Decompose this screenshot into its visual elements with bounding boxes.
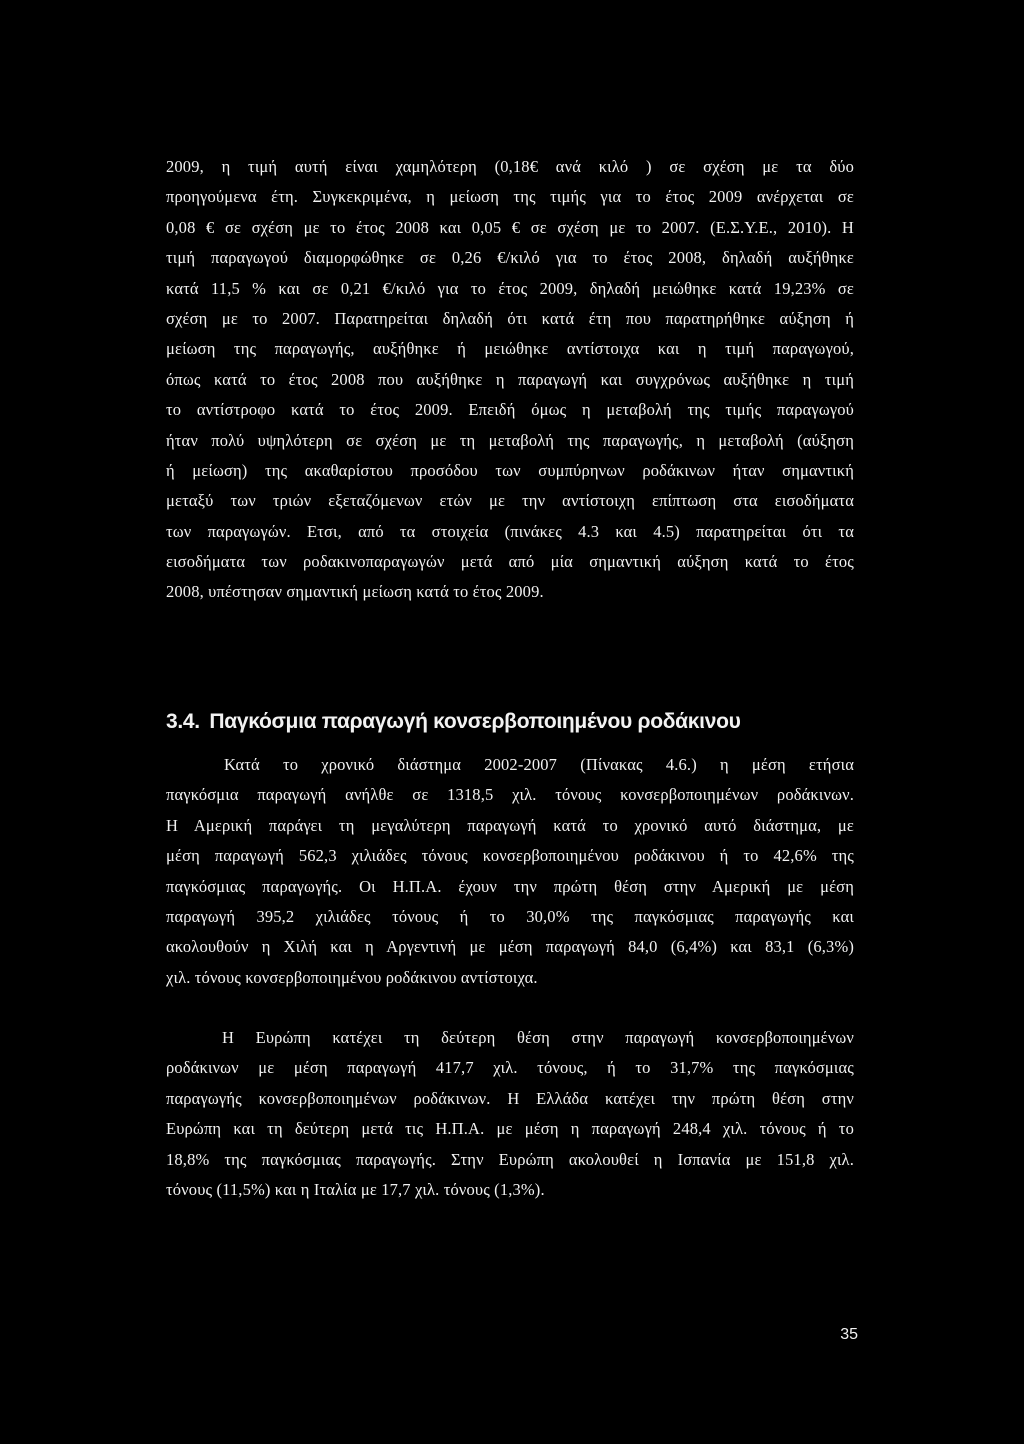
- text-line: μεταξύ των τριών εξεταζόμενων ετών με την αντίστοιχη επίπτωση στα εισοδήματα: [166, 491, 854, 511]
- paragraph-price-analysis: [166, 152, 854, 608]
- text-line: 18,8% της παγκόσμιας παραγωγής. Στην Ευρώπη ακολουθεί η Ισπανία με 151,8 χιλ.: [166, 1149, 854, 1169]
- text-line: παραγωγής κονσερβοποιημένων ροδάκινων. Η Ελλάδα κατέχει την πρώτη θέση στην: [166, 1088, 854, 1108]
- text-line: Η Αμερική παράγει τη μεγαλύτερη παραγωγή κατά το χρονικό αυτό διάστημα, με: [166, 815, 854, 835]
- text-line: χιλ. τόνους κονσερβοποιημένου ροδάκινου αντίστοιχα.: [166, 967, 538, 987]
- page-number: 35: [840, 1326, 858, 1343]
- text-line: μείωση της παραγωγής, αυξήθηκε ή μειώθηκε αντίστοιχα και η τιμή παραγωγού,: [166, 339, 854, 359]
- text-line: κατά 11,5 % και σε 0,21 €/κιλό για το έτος 2009, δηλαδή μειώθηκε κατά 19,23% σε: [166, 278, 854, 298]
- section-number: 3.4.: [166, 710, 200, 733]
- paragraph-world-production: [166, 750, 854, 993]
- text-line: Ευρώπη και τη δεύτερη μετά τις Η.Π.Α. με μέση η παραγωγή 248,4 χιλ. τόνους ή το: [166, 1119, 854, 1139]
- section-title: Παγκόσμια παραγωγή κονσερβοποιημένου ροδάκινου: [209, 710, 741, 733]
- text-line: τόνους (11,5%) και η Ιταλία με 17,7 χιλ. τόνους (1,3%).: [166, 1179, 545, 1199]
- text-line: προηγούμενα έτη. Συγκεκριμένα, η μείωση της τιμής για το έτος 2009 ανέρχεται σε: [166, 187, 854, 207]
- text-line: όπως κατά το έτος 2008 που αυξήθηκε η παραγωγή και συγχρόνως αυξήθηκε η τιμή: [166, 369, 854, 389]
- text-line: παγκόσμια παραγωγή ανήλθε σε 1318,5 χιλ. τόνους κονσερβοποιημένων ροδάκινων.: [166, 785, 854, 805]
- text-line: ήταν πολύ υψηλότερη σε σχέση με τη μεταβολή της παραγωγής, η μεταβολή (αύξηση: [166, 430, 854, 450]
- text-line: μέση παραγωγή 562,3 χιλιάδες τόνους κονσερβοποιημένου ροδάκινου ή το 42,6% της: [166, 846, 854, 866]
- paragraph-europe-production: [166, 1023, 854, 1205]
- text-line: σχέση με το 2007. Παρατηρείται δηλαδή ότι κατά έτη που παρατηρήθηκε αύξηση ή: [166, 308, 854, 328]
- text-line: ροδάκινων με μέση παραγωγή 417,7 χιλ. τόνους, ή το 31,7% της παγκόσμιας: [166, 1058, 854, 1078]
- text-line: το αντίστροφο κατά το έτος 2009. Επειδή όμως η μεταβολή της τιμής παραγωγού: [166, 400, 854, 420]
- text-line: εισοδήματα των ροδακινοπαραγωγών μετά από μία σημαντική αύξηση κατά το έτος: [166, 552, 854, 572]
- text-line: Κατά το χρονικό διάστημα 2002-2007 (Πίνακας 4.6.) η μέση ετήσια: [224, 755, 854, 774]
- text-line: ακολουθούν η Χιλή και η Αργεντινή με μέση παραγωγή 84,0 (6,4%) και 83,1 (6,3%): [166, 937, 854, 957]
- text-line: 0,08 € σε σχέση με το έτος 2008 και 0,05 € σε σχέση με το 2007. (Ε.Σ.Υ.Ε., 2010). Η: [166, 217, 854, 237]
- text-line: παγκόσμιας παραγωγής. Οι Η.Π.Α. έχουν την πρώτη θέση στην Αμερική με μέση: [166, 876, 854, 896]
- text-line: τιμή παραγωγού διαμορφώθηκε σε 0,26 €/κιλό για το έτος 2008, δηλαδή αυξήθηκε: [166, 248, 854, 268]
- section-heading: [166, 708, 854, 736]
- text-line: 2009, η τιμή αυτή είναι χαμηλότερη (0,18€ ανά κιλό ) σε σχέση με τα δύο: [166, 157, 854, 176]
- text-line: 2008, υπέστησαν σημαντική μείωση κατά το έτος 2009.: [166, 582, 544, 602]
- text-line: παραγωγή 395,2 χιλιάδες τόνους ή το 30,0% της παγκόσμιας παραγωγής και: [166, 906, 854, 926]
- text-line: Η Ευρώπη κατέχει τη δεύτερη θέση στην παραγωγή κονσερβοποιημένων: [222, 1028, 854, 1047]
- text-line: ή μείωση) της ακαθαρίστου προσόδου των συμπύρηνων ροδάκινων ήταν σημαντική: [166, 460, 854, 480]
- text-line: των παραγωγών. Ετσι, από τα στοιχεία (πινάκες 4.3 και 4.5) παρατηρείται ότι τα: [166, 521, 854, 541]
